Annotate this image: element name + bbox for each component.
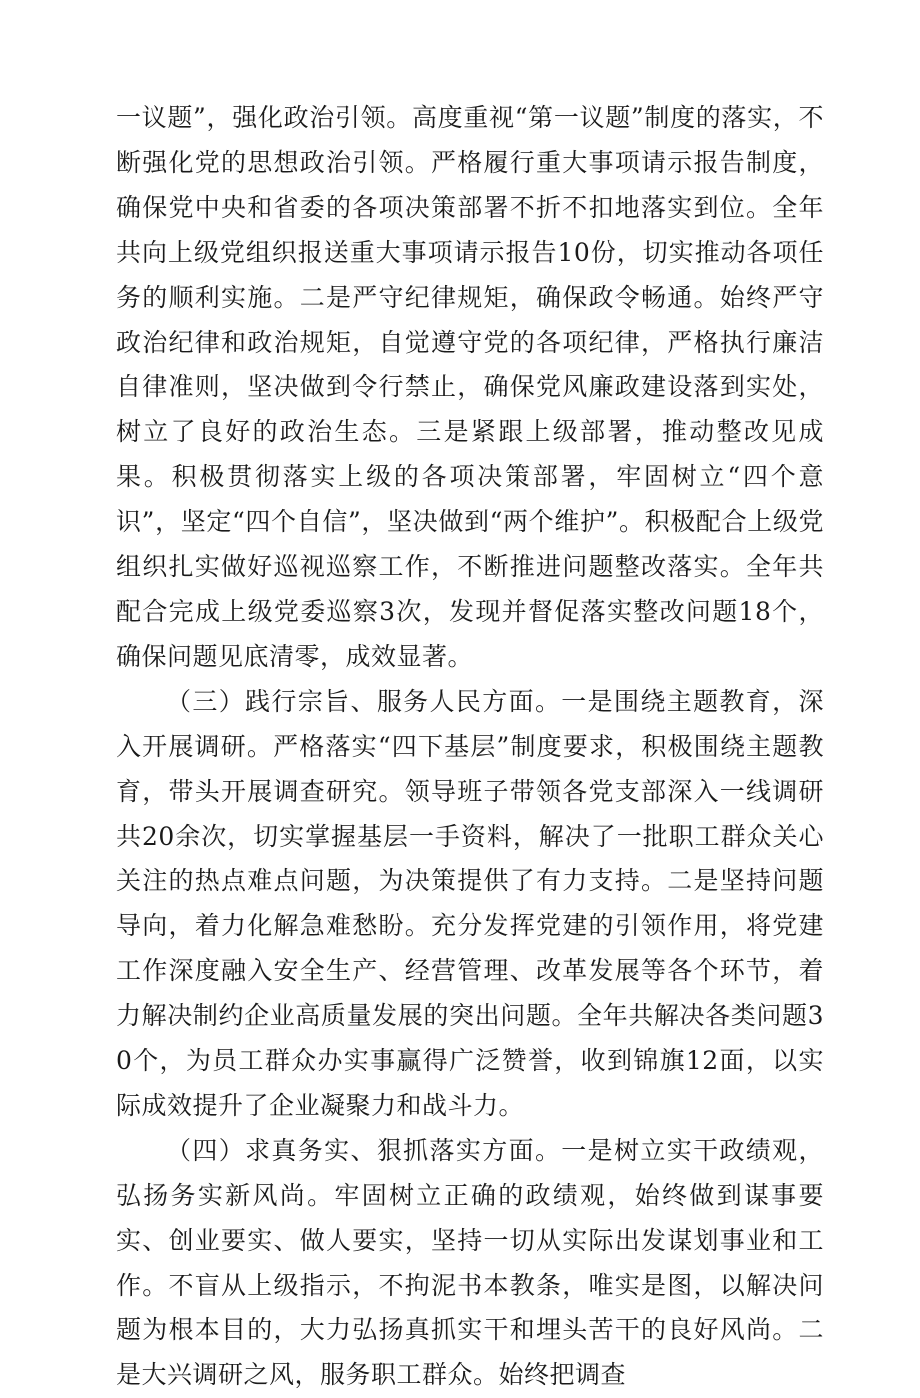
document-body <box>116 96 824 1398</box>
paragraph-practical-work: （四）求真务实、狠抓落实方面。一是树立实干政绩观，弘扬务实新风尚。牢固树立正确的政绩观，始终做到谋事要实、创业要实、做人要实，坚持一切从实际出发谋划事业和工作。不盲从上级指示，不拘泥书本教条，唯实是图，以解决问题为根本目的，大力弘扬真抓实干和埋头苦干的良好风尚。二是大兴调研之风，服务职工群众。始终把调查 <box>116 1135 824 1390</box>
paragraph-political-discipline: 一议题”，强化政治引领。高度重视“第一议题”制度的落实，不断强化党的思想政治引领。严格履行重大事项请示报告制度，确保党中央和省委的各项决策部署不折不扣地落实到位。全年共向上级党组织报送重大事项请示报告10份，切实推动各项任务的顺利实施。二是严守纪律规矩，确保政令畅通。始终严守政治纪律和政治规矩，自觉遵守党的各项纪律，严格执行廉洁自律准则，坚决做到令行禁止，确保党风廉政建设落到实处，树立了良好的政治生态。三是紧跟上级部署，推动整改见成果。积极贯彻落实上级的各项决策部署，牢固树立“四个意识”，坚定“四个自信”，坚决做到“两个维护”。积极配合上级党组织扎实做好巡视巡察工作，不断推进问题整改落实。全年共配合完成上级党委巡察3次，发现并督促落实整改问题18个，确保问题见底清零，成效显著。 <box>116 103 824 671</box>
paragraph-serving-people: （三）践行宗旨、服务人民方面。一是围绕主题教育，深入开展调研。严格落实“四下基层”制度要求，积极围绕主题教育，带头开展调查研究。领导班子带领各党支部深入一线调研共20余次，切实掌握基层一手资料，解决了一批职工群众关心关注的热点难点问题，为决策提供了有力支持。二是坚持问题导向，着力化解急难愁盼。充分发挥党建的引领作用，将党建工作深度融入安全生产、经营管理、改革发展等各个环节，着力解决制约企业高质量发展的突出问题。全年共解决各类问题30个，为员工群众办实事赢得广泛赞誉，收到锦旗12面，以实际成效提升了企业凝聚力和战斗力。 <box>116 686 824 1120</box>
